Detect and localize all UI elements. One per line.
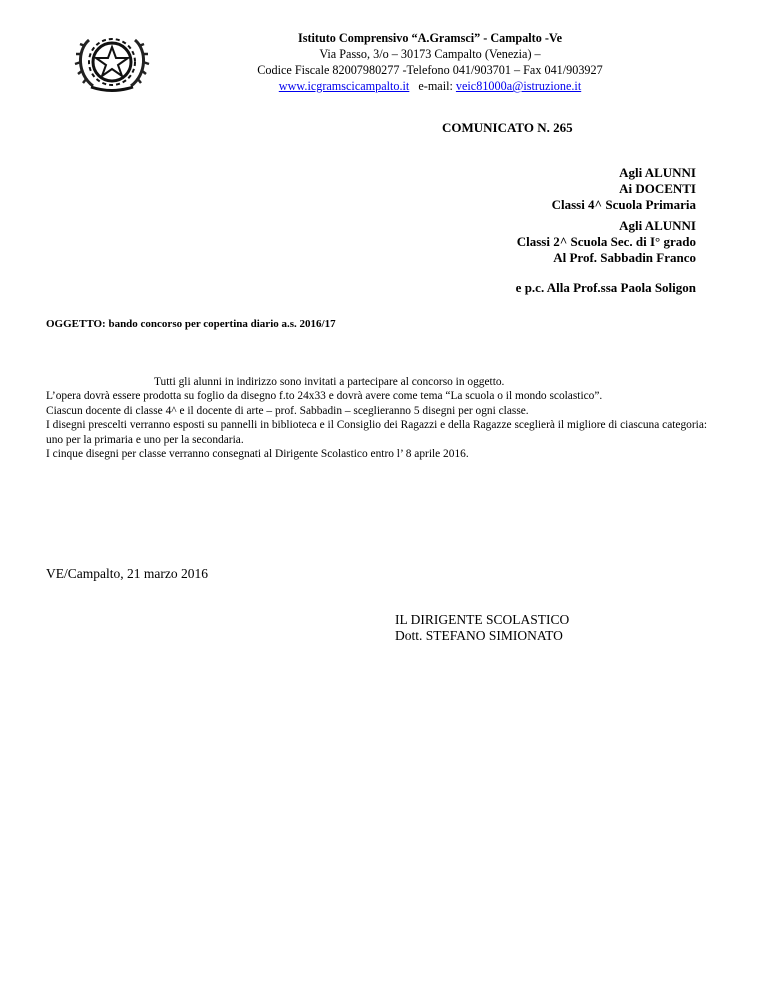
- italian-republic-emblem-icon: [73, 32, 151, 94]
- signatory-name: Dott. STEFANO SIMIONATO: [395, 628, 563, 643]
- contact-line: [200, 78, 660, 94]
- recipient-line: Classi 4^ Scuola Primaria: [551, 197, 696, 212]
- recipients-group-1: [552, 165, 696, 213]
- email-link[interactable]: veic81000a@istruzione.it: [455, 79, 582, 93]
- body-paragraph: L’opera dovrà essere prodotta su foglio da disegno f.to 24x33 e dovrà avere come tema “La scuola o il mondo scolastico”.: [46, 390, 603, 403]
- body-paragraph: Tutti gli alunni in indirizzo sono invitati a partecipare al concorso in oggetto.: [154, 376, 505, 388]
- recipients-group-2: [517, 218, 696, 266]
- letterhead: [200, 30, 660, 94]
- recipient-line: Ai DOCENTI: [619, 181, 696, 196]
- recipient-line: Al Prof. Sabbadin Franco: [553, 250, 696, 265]
- place-date: VE/Campalto, 21 marzo 2016: [46, 566, 208, 581]
- signatory-role: IL DIRIGENTE SCOLASTICO: [395, 612, 570, 627]
- signature-block: [395, 612, 569, 644]
- subject-line: OGGETTO: bando concorso per copertina diario a.s. 2016/17: [46, 318, 336, 330]
- website-link[interactable]: www.icgramscicampalto.it: [278, 79, 410, 93]
- body-paragraph: I disegni prescelti verranno esposti su pannelli in biblioteca e il Consiglio dei Ragazzi e della Ragazze sceglierà il migliore di ciascuna categoria: uno per la primaria e uno per la secondaria.: [46, 419, 708, 446]
- body-paragraph: Ciascun docente di classe 4^ e il docente di arte – prof. Sabbadin – sceglieranno 5 disegni per ogni classe.: [46, 404, 529, 417]
- recipient-line: Agli ALUNNI: [619, 218, 696, 233]
- fiscal-phone-fax: Codice Fiscale 82007980277 -Telefono 041/903701 – Fax 041/903927: [257, 63, 603, 77]
- body-text: [46, 375, 711, 461]
- email-label: e-mail:: [418, 79, 453, 93]
- school-name: Istituto Comprensivo “A.Gramsci” - Campalto -Ve: [297, 31, 563, 45]
- school-address: Via Passo, 3/o – 30173 Campalto (Venezia) –: [319, 47, 541, 61]
- body-paragraph: I cinque disegni per classe verranno consegnati al Dirigente Scolastico entro l’ 8 aprile 2016.: [46, 448, 469, 461]
- recipient-line: Agli ALUNNI: [619, 165, 696, 180]
- communique-title: COMUNICATO N. 265: [442, 120, 573, 135]
- recipient-line: Classi 2^ Scuola Sec. di I° grado: [516, 234, 696, 249]
- recipients-cc: e p.c. Alla Prof.ssa Paola Soligon: [515, 280, 696, 295]
